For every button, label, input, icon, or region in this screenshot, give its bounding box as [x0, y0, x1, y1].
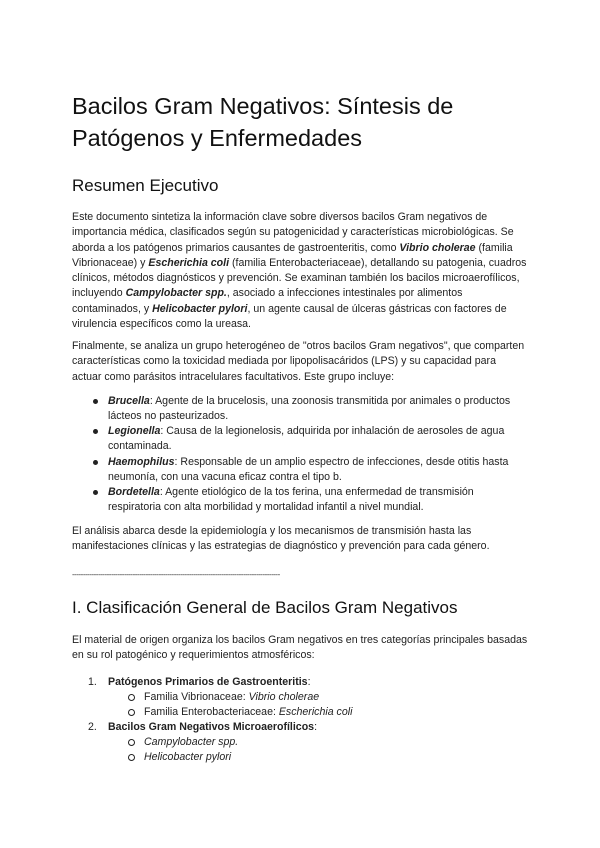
list-item: Familia Vibrionaceae: Vibrio cholerae	[72, 690, 528, 705]
bullet-icon	[93, 399, 98, 404]
list-item: Bordetella: Agente etiológico de la tos ferina, una enfermedad de transmisión respiratoria con alta morbilidad y mortalidad infantil a nivel mundial.	[72, 485, 528, 514]
document-title: Bacilos Gram Negativos: Síntesis de Patógenos y Enfermedades	[72, 93, 454, 151]
list-item: 2. Bacilos Gram Negativos Microaerofílicos:	[88, 721, 318, 733]
circle-bullet-icon	[128, 739, 135, 746]
circle-bullet-icon	[128, 754, 135, 761]
genus-bullet-list	[72, 394, 528, 516]
list-item: Legionella: Causa de la legionelosis, adquirida por inhalación de aerosoles de agua contaminada.	[72, 424, 528, 453]
classification-list	[72, 675, 528, 765]
summary-paragraph-2: Finalmente, se analiza un grupo heterogéneo de "otros bacilos Gram negativos", que comparten características como la toxicidad mediada por lipopolisacáridos (LPS) y su capacidad para actuar como parásitos intracelulares facultativos. Este grupo incluye:	[72, 340, 525, 383]
summary-heading: Resumen Ejecutivo	[72, 176, 219, 195]
list-item: Brucella: Agente de la brucelosis, una zoonosis transmitida por animales o productos lácteos no pasteurizados.	[72, 394, 528, 423]
circle-bullet-icon	[128, 709, 135, 716]
list-item: Campylobacter spp.	[72, 735, 528, 750]
list-item: Haemophilus: Responsable de un amplio espectro de infecciones, desde otitis hasta neumonía, con una vacuna eficaz contra el tipo b.	[72, 455, 528, 484]
bullet-icon	[93, 460, 98, 465]
list-item: Helicobacter pylori	[72, 750, 528, 765]
summary-paragraph-3: El análisis abarca desde la epidemiología y los mecanismos de transmisión hasta las manifestaciones clínicas y las estrategias de diagnóstico y prevención para cada género.	[72, 525, 490, 553]
section-1-intro: El material de origen organiza los bacilos Gram negativos en tres categorías principales basadas en su rol patogénico y requerimientos atmosféricos:	[72, 634, 528, 662]
bullet-icon	[93, 490, 98, 495]
summary-paragraph-1: Este documento sintetiza la información clave sobre diversos bacilos Gram negativos de importancia médica, clasificados según su patogenicidad y características microbiológicas. Se aborda a los patógenos primarios causantes de gastroenteritis, como Vibrio cholerae (familia Vibrionaceae) y Escherichia coli (familia Enterobacteriaceae), detallando su patogenia, cuadros clínicos, métodos diagnósticos y prevención. Se examinan también los bacilos microaerofílicos, incluyendo Campylobacter spp., asociado a infecciones intestinales por alimentos contaminados, y Helicobacter pylori, un agente causal de úlceras gástricas con factores de virulencia específicos como la ureasa.	[72, 211, 527, 331]
list-item: 1. Patógenos Primarios de Gastroenteritis:	[88, 676, 311, 688]
divider-line: ------------------------------------------------------------------------------------------------	[72, 570, 280, 579]
list-item: Familia Enterobacteriaceae: Escherichia coli	[72, 705, 528, 720]
circle-bullet-icon	[128, 694, 135, 701]
bullet-icon	[93, 429, 98, 434]
section-1-heading: I. Clasificación General de Bacilos Gram Negativos	[72, 598, 458, 617]
